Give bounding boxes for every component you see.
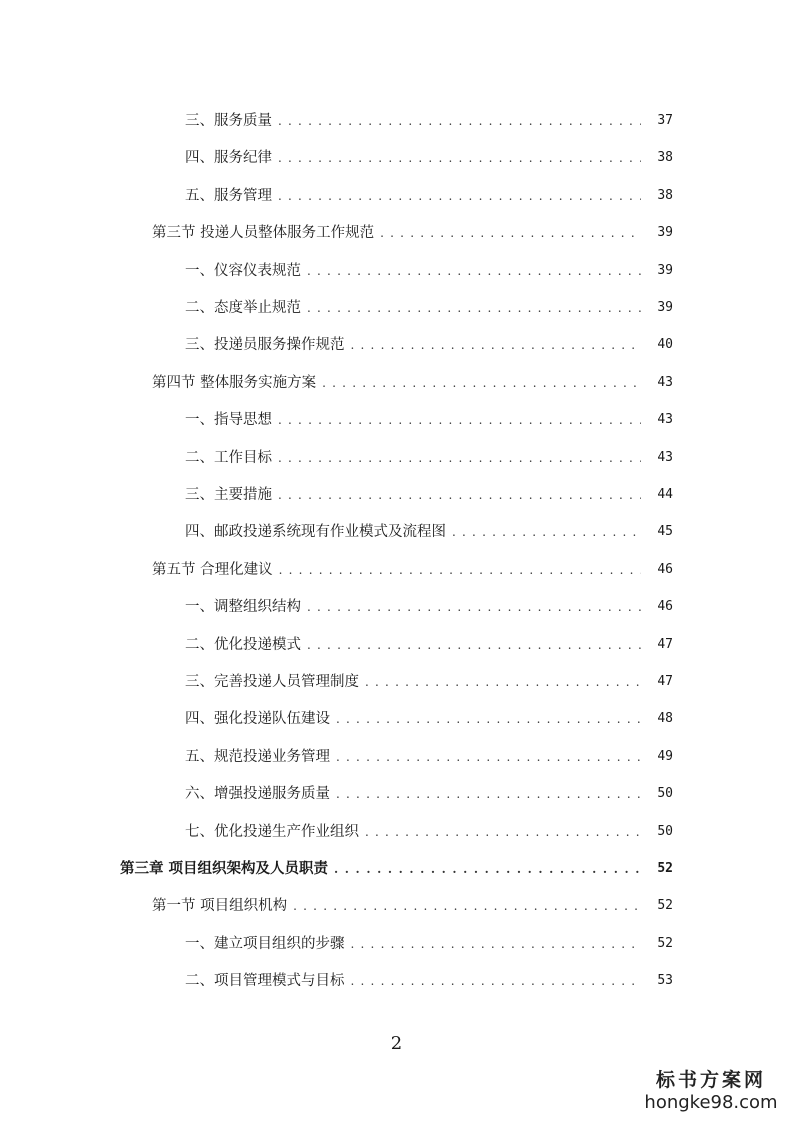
toc-entry-page: 46 (657, 599, 673, 614)
toc-leader-dots (278, 147, 641, 169)
toc-entry-label: 四、服务纪律 (185, 150, 272, 166)
toc-entry[interactable] (185, 933, 673, 955)
toc-leader-dots (351, 970, 642, 992)
toc-entry-page: 44 (657, 487, 673, 502)
toc-entry-page: 38 (657, 188, 673, 203)
toc-entry-label: 五、服务管理 (185, 188, 272, 204)
toc-entry-page: 50 (657, 824, 673, 839)
toc-entry[interactable] (185, 671, 673, 693)
toc-entry[interactable] (185, 634, 673, 656)
toc-leader-dots (336, 746, 641, 768)
toc-leader-dots (307, 634, 641, 656)
toc-entry[interactable] (120, 858, 673, 880)
toc-entry-label: 六、增强投递服务质量 (185, 786, 330, 802)
page-number: 2 (390, 1033, 403, 1054)
toc-entry-label: 三、投递员服务操作规范 (185, 337, 345, 353)
toc-entry-label: 三、服务质量 (185, 113, 272, 129)
toc-leader-dots (307, 596, 641, 618)
toc-leader-dots (278, 484, 641, 506)
toc-leader-dots (307, 260, 641, 282)
watermark-logo (641, 1068, 781, 1114)
toc-entry[interactable] (185, 708, 673, 730)
toc-entry-label: 一、建立项目组织的步骤 (185, 936, 345, 952)
toc-leader-dots (334, 858, 641, 880)
toc-leader-dots (365, 821, 641, 843)
toc-leader-dots (452, 521, 641, 543)
toc-entry-label: 第一节 项目组织机构 (152, 898, 288, 914)
toc-entry-page: 49 (657, 749, 673, 764)
toc-entry-page: 43 (657, 375, 673, 390)
toc-entry[interactable] (185, 147, 673, 169)
toc-leader-dots (336, 783, 641, 805)
toc-entry-label: 第四节 整体服务实施方案 (152, 375, 317, 391)
toc-entry-page: 39 (657, 300, 673, 315)
toc-entry[interactable] (185, 821, 673, 843)
toc-leader-dots (278, 185, 641, 207)
toc-leader-dots (307, 297, 641, 319)
toc-leader-dots (278, 409, 641, 431)
toc-entry-page: 40 (657, 337, 673, 352)
toc-entry[interactable] (152, 222, 673, 244)
toc-entry[interactable] (185, 260, 673, 282)
toc-entry-label: 二、态度举止规范 (185, 300, 301, 316)
toc-leader-dots (380, 222, 641, 244)
toc-entry-label: 第三章 项目组织架构及人员职责 (120, 860, 329, 877)
toc-entry-label: 三、主要措施 (185, 487, 272, 503)
toc-leader-dots (322, 372, 641, 394)
toc-leader-dots (365, 671, 641, 693)
watermark-url: hongke98.com (644, 1092, 778, 1113)
toc-entry-page: 47 (657, 637, 673, 652)
toc-entry-label: 一、指导思想 (185, 412, 272, 428)
toc-entry-label: 一、仪容仪表规范 (185, 263, 301, 279)
toc-entry-page: 38 (657, 150, 673, 165)
watermark-title: 标书方案网 (655, 1069, 766, 1091)
toc-entry[interactable] (185, 447, 673, 469)
toc-entry-page: 46 (657, 562, 673, 577)
toc-entry-page: 39 (657, 225, 673, 240)
toc-entry[interactable] (185, 185, 673, 207)
toc-entry-label: 二、项目管理模式与目标 (185, 973, 345, 989)
toc-entry-page: 47 (657, 674, 673, 689)
toc-entry[interactable] (185, 334, 673, 356)
toc-entry[interactable] (152, 372, 673, 394)
toc-entry-label: 第三节 投递人员整体服务工作规范 (152, 225, 375, 241)
toc-entry-label: 第五节 合理化建议 (152, 562, 273, 578)
toc-entry[interactable] (185, 110, 673, 132)
toc-entry-page: 45 (657, 524, 673, 539)
toc-entry-page: 50 (657, 786, 673, 801)
toc-entry-page: 53 (657, 973, 673, 988)
toc-entry[interactable] (185, 970, 673, 992)
toc-leader-dots (351, 933, 642, 955)
toc-entry-label: 三、完善投递人员管理制度 (185, 674, 359, 690)
toc-entry[interactable] (185, 521, 673, 543)
toc-entry[interactable] (185, 596, 673, 618)
toc-entry-page: 52 (657, 861, 673, 876)
toc-entry-label: 四、邮政投递系统现有作业模式及流程图 (185, 524, 446, 540)
toc-entry-page: 39 (657, 263, 673, 278)
toc-entry-label: 四、强化投递队伍建设 (185, 711, 330, 727)
toc-entry-page: 52 (657, 936, 673, 951)
toc-entry-page: 37 (657, 113, 673, 128)
toc-entry-label: 一、调整组织结构 (185, 599, 301, 615)
toc-leader-dots (279, 559, 641, 581)
toc-entry[interactable] (185, 297, 673, 319)
toc-entry-label: 七、优化投递生产作业组织 (185, 824, 359, 840)
toc-leader-dots (336, 708, 641, 730)
toc-entry-page: 52 (657, 898, 673, 913)
toc-entry[interactable] (185, 783, 673, 805)
toc-entry[interactable] (152, 559, 673, 581)
toc-entry-label: 二、工作目标 (185, 450, 272, 466)
toc-entry[interactable] (185, 746, 673, 768)
toc-leader-dots (351, 334, 642, 356)
toc-entry-label: 五、规范投递业务管理 (185, 749, 330, 765)
toc-leader-dots (293, 895, 641, 917)
toc-entry[interactable] (185, 409, 673, 431)
toc-entry[interactable] (185, 484, 673, 506)
toc-entry-page: 43 (657, 450, 673, 465)
toc-entry[interactable] (152, 895, 673, 917)
toc-entry-page: 43 (657, 412, 673, 427)
toc-entry-label: 二、优化投递模式 (185, 637, 301, 653)
toc-entry-page: 48 (657, 711, 673, 726)
toc-leader-dots (278, 447, 641, 469)
toc-leader-dots (278, 110, 641, 132)
